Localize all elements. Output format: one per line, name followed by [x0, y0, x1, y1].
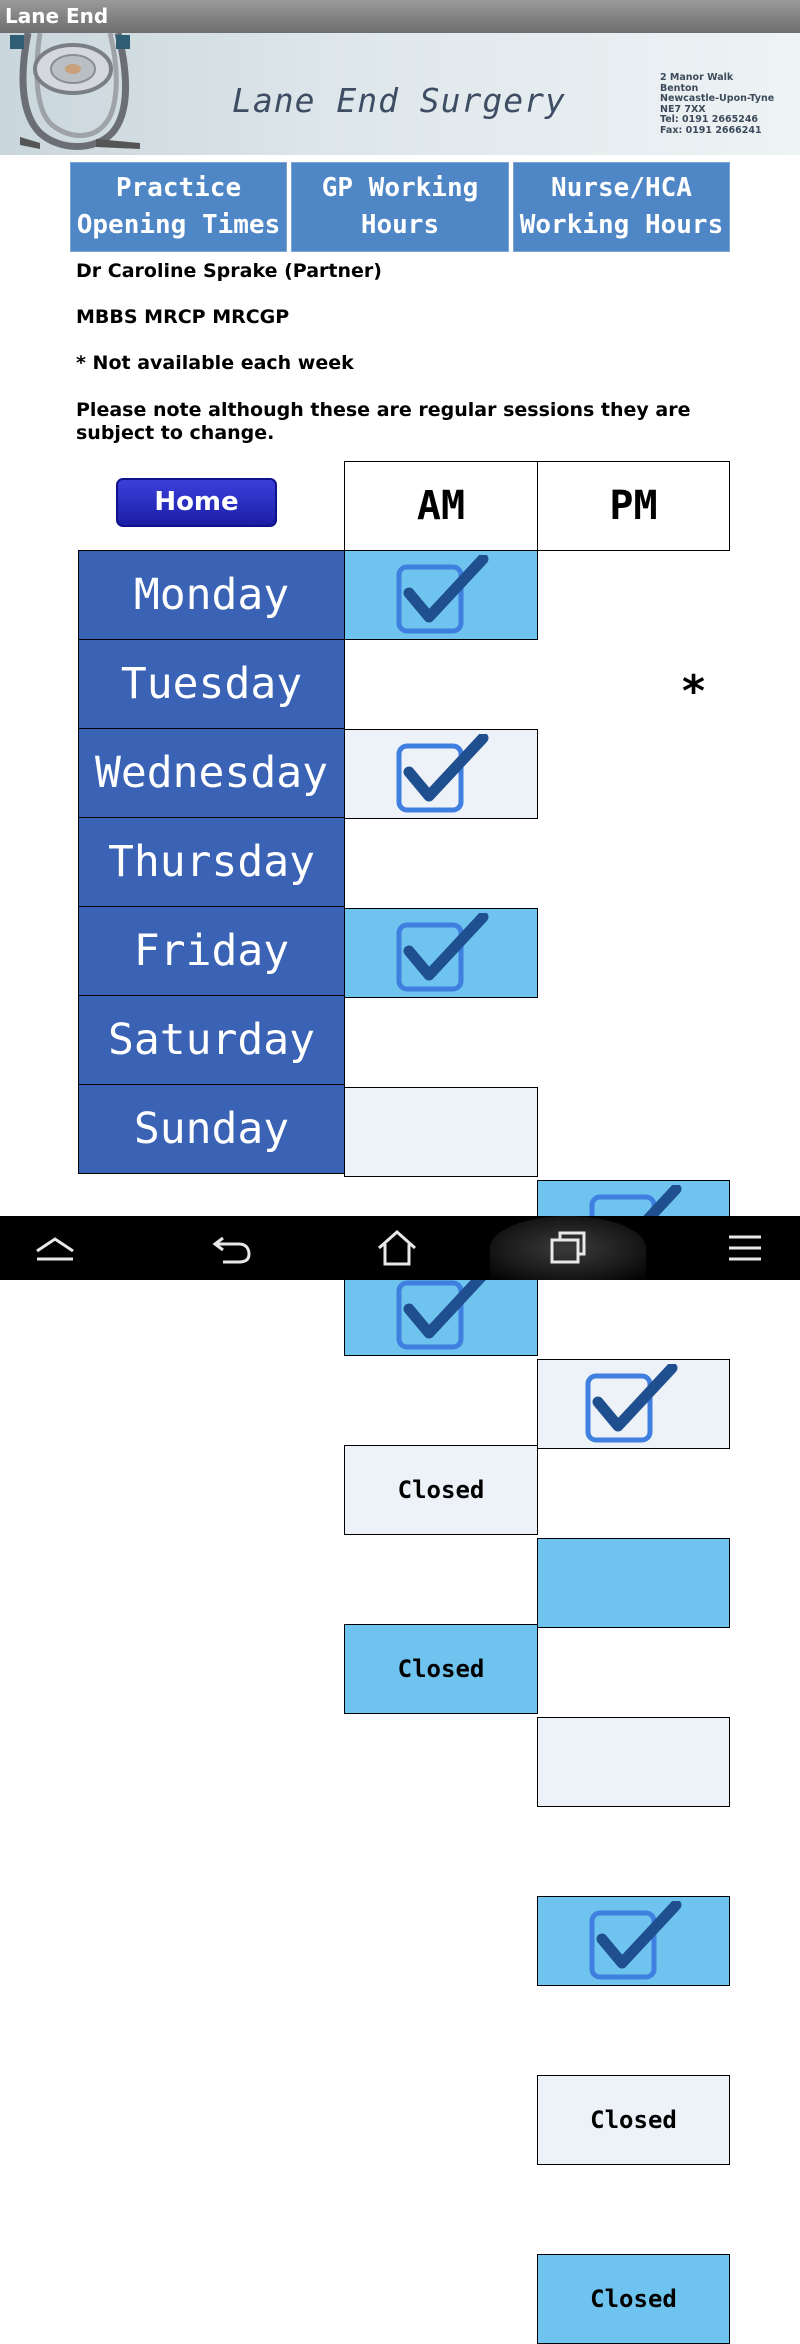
- checkbox-checked-icon: [391, 913, 491, 997]
- doctor-name: Dr Caroline Sprake (Partner): [76, 260, 382, 282]
- day-monday: Monday: [78, 550, 345, 640]
- app-title-bar: [0, 0, 800, 33]
- thursday-am-cell: [344, 1087, 538, 1177]
- home-button[interactable]: Home: [116, 478, 277, 527]
- pm-header: PM: [537, 461, 730, 551]
- doctor-qualifications: MBBS MRCP MRCGP: [76, 306, 290, 328]
- gp-working-hours-button[interactable]: GP Working Hours: [291, 162, 509, 252]
- nurse-hca-working-hours-button[interactable]: Nurse/HCA Working Hours: [513, 162, 730, 252]
- saturday-pm-cell: [537, 2075, 730, 2165]
- practice-opening-times-button[interactable]: Practice Opening Times: [70, 162, 287, 252]
- day-sunday: Sunday: [78, 1084, 345, 1174]
- closed-label: Closed: [397, 1476, 485, 1504]
- day-tuesday: Tuesday: [78, 639, 345, 729]
- sunday-am-cell: [344, 1624, 538, 1714]
- wednesday-pm-cell: [537, 1538, 730, 1628]
- day-thursday: Thursday: [78, 817, 345, 907]
- thursday-pm-cell: [537, 1717, 730, 1807]
- closed-label: Closed: [590, 2285, 677, 2313]
- recent-apps-icon[interactable]: [533, 1216, 603, 1280]
- stethoscope-icon: [0, 33, 160, 155]
- tuesday-pm-cell: [537, 1359, 730, 1449]
- sunday-pm-cell: [537, 2254, 730, 2344]
- disclaimer-line-1: Please note although these are regular sessions they are: [76, 399, 691, 421]
- checkbox-checked-icon: [391, 1271, 491, 1355]
- surgery-address: 2 Manor Walk Benton Newcastle-Upon-Tyne NE7 7XX Tel: 0191 2665246 Fax: 0191 2666241: [660, 72, 775, 136]
- day-friday: Friday: [78, 906, 345, 996]
- not-every-week-asterisk: *: [682, 666, 706, 717]
- checkbox-checked-icon: [584, 1901, 684, 1985]
- menu-icon[interactable]: [710, 1216, 780, 1280]
- day-saturday: Saturday: [78, 995, 345, 1085]
- checkbox-checked-icon: [580, 1364, 680, 1448]
- surgery-banner: [0, 33, 800, 155]
- tuesday-am-cell: [344, 729, 538, 819]
- app-title: Lane End: [5, 4, 109, 28]
- checkbox-checked-icon: [391, 555, 491, 639]
- closed-label: Closed: [397, 1655, 485, 1683]
- disclaimer-line-2: subject to change.: [76, 422, 275, 444]
- back-icon[interactable]: [196, 1216, 266, 1280]
- monday-am-cell: [344, 550, 538, 640]
- day-wednesday: Wednesday: [78, 728, 345, 818]
- availability-note: * Not available each week: [76, 352, 354, 374]
- chevron-up-icon[interactable]: [20, 1216, 90, 1280]
- surgery-name: Lane End Surgery: [232, 81, 566, 120]
- wednesday-am-cell: [344, 908, 538, 998]
- checkbox-checked-icon: [391, 734, 491, 818]
- saturday-am-cell: [344, 1445, 538, 1535]
- closed-label: Closed: [590, 2106, 677, 2134]
- am-header: AM: [344, 461, 538, 551]
- friday-pm-cell: [537, 1896, 730, 1986]
- home-icon[interactable]: [362, 1216, 432, 1280]
